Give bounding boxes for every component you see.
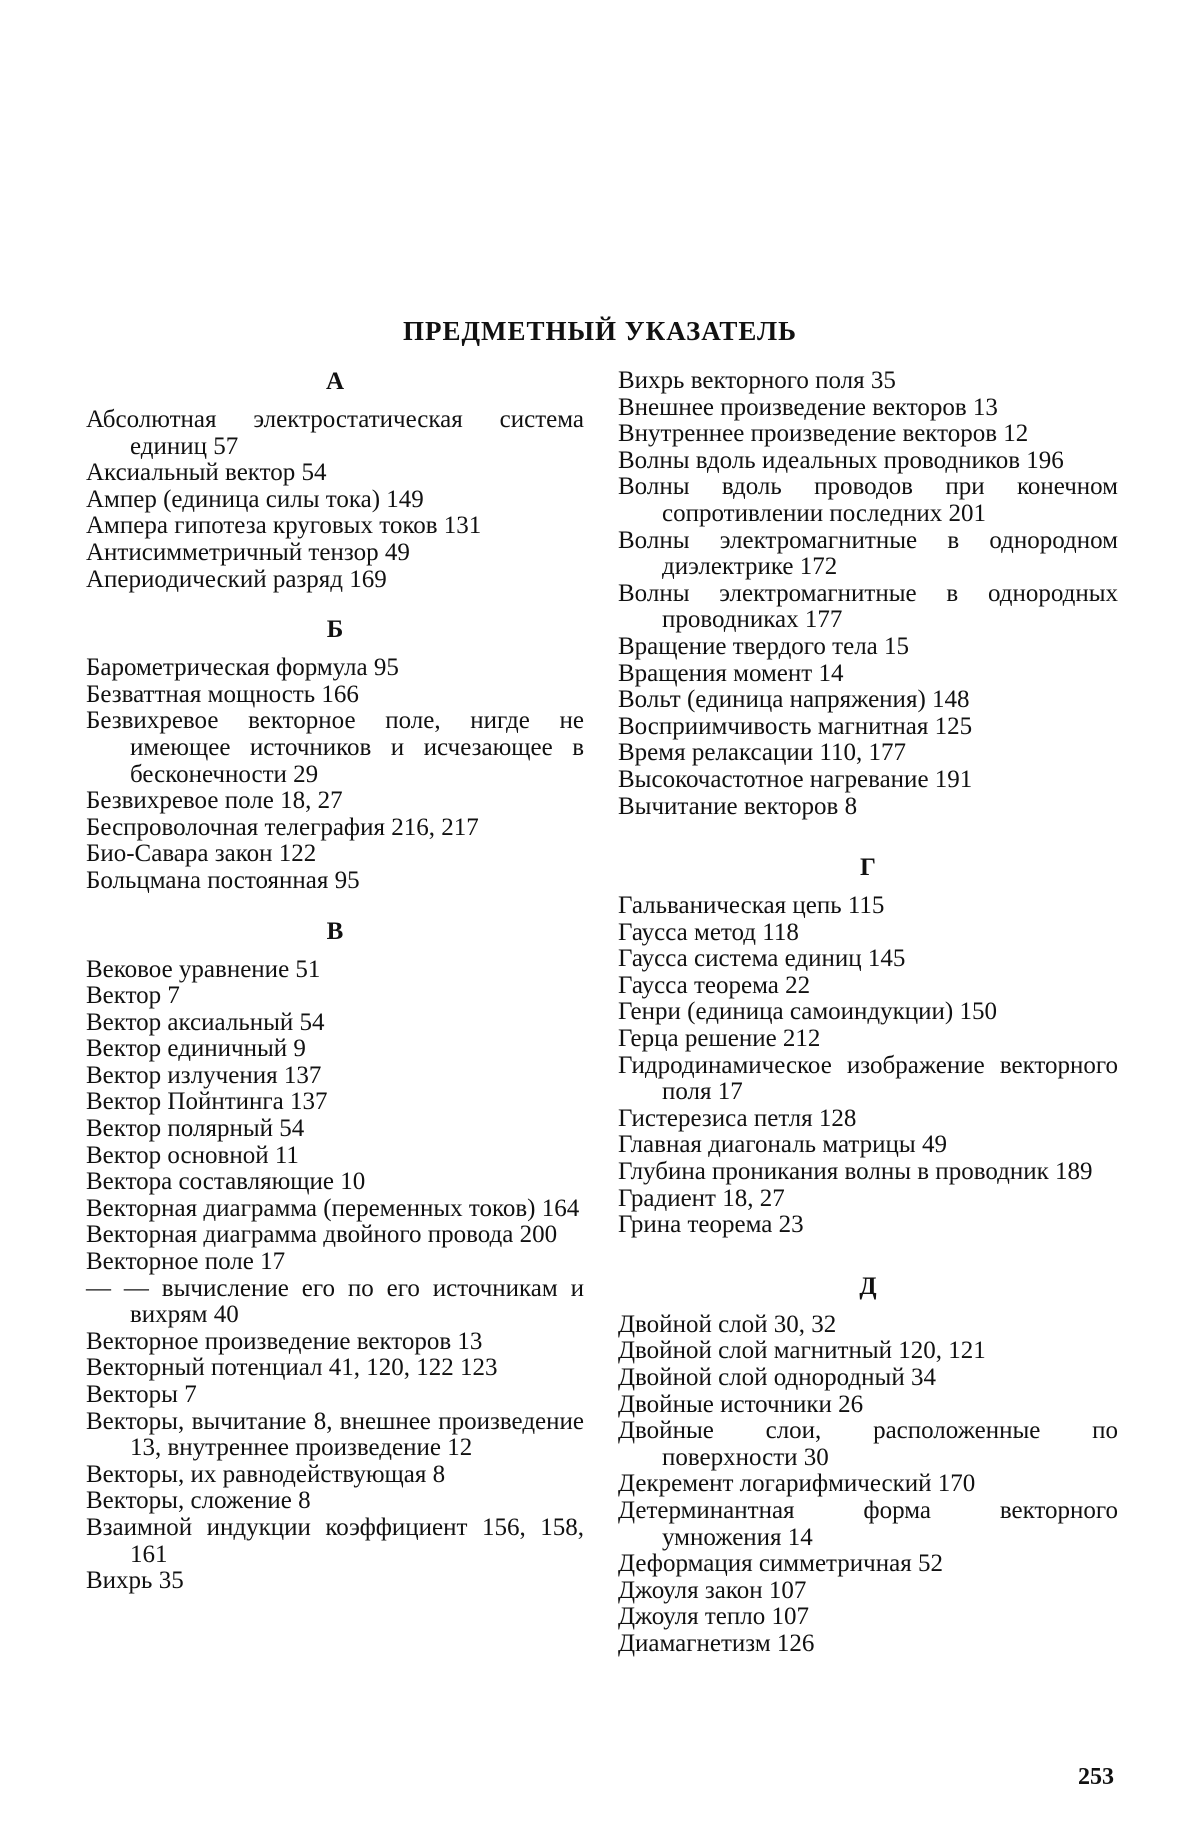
page-number: 253	[1078, 1764, 1114, 1790]
index-entry: Вольт (единица напряжения) 148	[618, 686, 970, 714]
section-letter: Б	[326, 616, 344, 644]
index-entry: Гальваническая цепь 115	[618, 892, 885, 920]
index-section	[86, 918, 584, 1595]
index-entry: Вектора составляющие 10	[86, 1168, 366, 1196]
index-entry: Гистерезиса петля 128	[618, 1104, 857, 1132]
index-entry: Герца решение 212	[618, 1025, 821, 1053]
index-entry: Гаусса метод 118	[618, 918, 799, 946]
left-column	[86, 368, 584, 1595]
index-entry: Декремент логарифмический 170	[618, 1470, 976, 1498]
index-entry: Векторное произведение векторов 13	[86, 1327, 483, 1355]
index-entry: Джоуля тепло 107	[618, 1603, 810, 1631]
index-entry: Волны вдоль идеальных проводников 196	[618, 446, 1064, 474]
index-entry: Больцмана постоянная 95	[86, 866, 360, 894]
index-entry: Ампер (единица силы тока) 149	[86, 485, 424, 513]
index-entry: Вычитание векторов 8	[618, 792, 858, 820]
index-entry: Грина теорема 23	[618, 1211, 804, 1239]
index-entry: Векторы, сложение 8	[86, 1487, 311, 1515]
index-entry: Деформация симметричная 52	[618, 1550, 943, 1578]
index-entry: Био-Савара закон 122	[86, 840, 317, 868]
index-entry: Безвихревое векторное поле, нигде не имеющее источников и исчезающее в бесконечности 29	[86, 707, 584, 788]
index-entry: Волны электромагнитные в однородных проводниках 177	[618, 579, 1118, 634]
index-entry: Вектор полярный 54	[86, 1115, 305, 1143]
index-entry: — — вычисление его по его источникам и вихрям 40	[86, 1274, 584, 1329]
index-entry: Вращения момент 14	[618, 659, 844, 687]
index-entry: Диамагнетизм 126	[618, 1629, 815, 1657]
index-entry: Волны вдоль проводов при конечном сопротивлении последних 201	[618, 473, 1118, 527]
index-entry: Внутреннее произведение векторов 12	[618, 420, 1029, 448]
right-column	[618, 368, 1118, 1658]
index-entry: Апериодический разряд 169	[86, 565, 387, 593]
index-section	[618, 854, 1118, 1239]
index-entry: Вектор Пойнтинга 137	[86, 1088, 328, 1116]
index-entry: Векторный потенциал 41, 120, 122 123	[86, 1354, 498, 1382]
index-entry: Векторы 7	[86, 1381, 197, 1408]
index-entry: Волны электромагнитные в однородном диэлектрике 172	[618, 526, 1118, 581]
index-entry: Антисимметричный тензор 49	[86, 538, 410, 566]
index-entry: Вектор излучения 137	[86, 1061, 322, 1089]
index-entry: Вековое уравнение 51	[86, 955, 321, 983]
index-entry: Джоуля закон 107	[618, 1576, 807, 1604]
section-letter: А	[325, 368, 345, 395]
section-letter: В	[326, 917, 344, 945]
index-entry: Глубина проникания волны в проводник 189	[618, 1158, 1093, 1186]
index-entry: Высокочастотное нагревание 191	[618, 765, 973, 793]
index-entry: Гаусса система единиц 145	[618, 945, 906, 973]
index-entry: Векторы, их равнодействующая 8	[86, 1460, 446, 1488]
index-entry: Вектор основной 11	[86, 1141, 299, 1169]
index-entry: Векторное поле 17	[86, 1248, 286, 1276]
index-entry: Вращение твердого тела 15	[618, 632, 910, 660]
index-entry: Векторная диаграмма двойного провода 200	[86, 1221, 558, 1249]
index-section	[618, 1273, 1118, 1658]
index-entry: Детерминантная форма векторного умножения 14	[618, 1496, 1118, 1551]
index-entry: Главная диагональ матрицы 49	[618, 1131, 947, 1159]
index-entry: Вектор 7	[86, 982, 180, 1010]
index-entry: Безвихревое поле 18, 27	[86, 787, 343, 815]
index-entry: Двойной слой магнитный 120, 121	[618, 1337, 986, 1365]
index-entry: Вектор аксиальный 54	[86, 1008, 325, 1036]
index-entry: Взаимной индукции коэффициент 156, 158, 161	[86, 1513, 584, 1568]
section-letter: Г	[860, 854, 876, 882]
index-entry: Двойной слой однородный 34	[618, 1364, 936, 1391]
index-entry: Абсолютная электростатическая система единиц 57	[86, 406, 584, 460]
index-entry: Двойные источники 26	[618, 1390, 864, 1418]
index-section	[86, 616, 584, 894]
index-entry: Барометрическая формула 95	[86, 654, 399, 682]
index-entry: Вихрь векторного поля 35	[618, 367, 896, 394]
index-entry: Время релаксации 110, 177	[618, 739, 906, 767]
page-title: ПРЕДМЕТНЫЙ УКАЗАТЕЛЬ	[402, 316, 798, 346]
section-letter: Д	[859, 1272, 877, 1300]
index-entry: Градиент 18, 27	[618, 1184, 785, 1212]
index-entry: Гидродинамическое изображение векторного поля 17	[618, 1051, 1118, 1106]
index-entry: Векторы, вычитание 8, внешнее произведение 13, внутреннее произведение 12	[86, 1407, 584, 1462]
index-entry: Двойной слой 30, 32	[618, 1310, 837, 1338]
index-section	[86, 368, 584, 593]
index-entry: Ампера гипотеза круговых токов 131	[86, 512, 482, 540]
index-entry: Безваттная мощность 166	[86, 680, 359, 708]
index-entry: Беспроволочная телеграфия 216, 217	[86, 813, 479, 841]
index-section	[618, 368, 1118, 820]
index-entry: Вихрь 35	[86, 1567, 184, 1595]
index-entry: Двойные слои, расположенные по поверхности 30	[618, 1417, 1118, 1471]
index-entry: Гаусса теорема 22	[618, 971, 811, 999]
index-entry: Восприимчивость магнитная 125	[618, 712, 973, 740]
index-entry: Внешнее произведение векторов 13	[618, 393, 998, 421]
index-entry: Вектор единичный 9	[86, 1035, 306, 1063]
index-entry: Аксиальный вектор 54	[86, 459, 327, 487]
index-entry: Векторная диаграмма (переменных токов) 164	[86, 1194, 580, 1222]
index-entry: Генри (единица самоиндукции) 150	[618, 998, 997, 1026]
